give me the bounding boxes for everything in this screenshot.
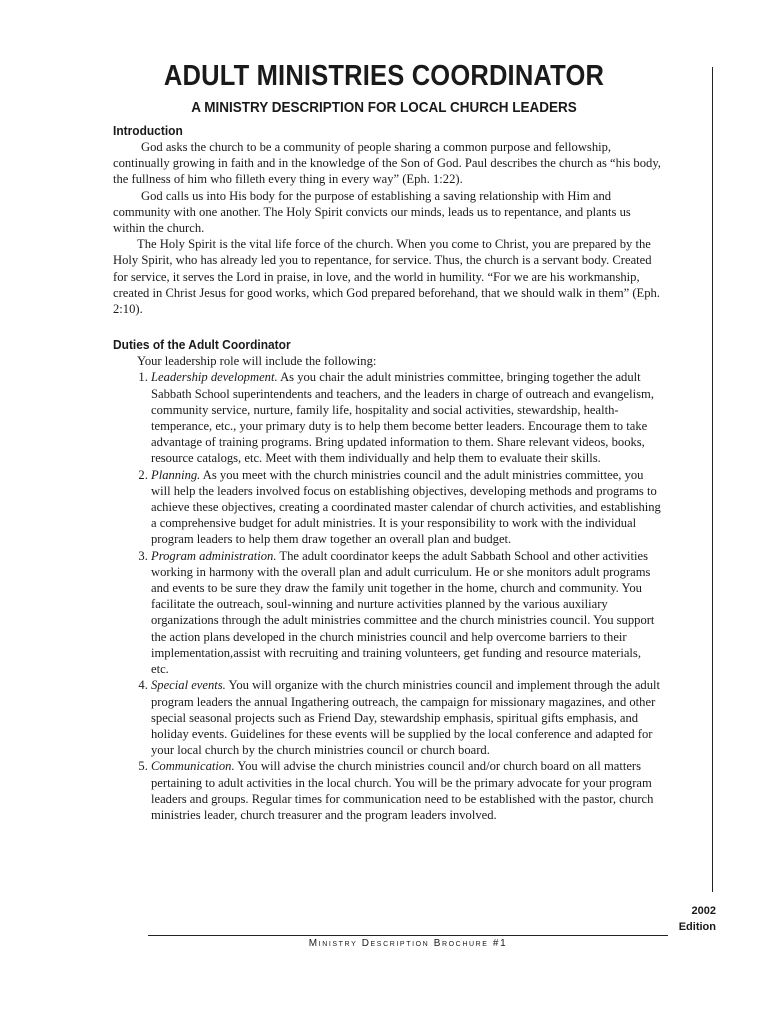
duty-text: You will advise the church ministries council and/or church board on all matters pertaining to adult activities in the local church. You will be the primary advocate for your program leaders and groups. Regular times for communication need to be established with the pastor, church ministries leader, church treasurer and the program leaders involved. [151,759,654,822]
page-subtitle: A MINISTRY DESCRIPTION FOR LOCAL CHURCH LEADERS [191,99,577,116]
duty-title: Leadership development. [151,370,278,385]
intro-paragraph: The Holy Spirit is the vital life force of the church. When you come to Christ, you are prepared by the Holy Spirit, who has already led you to repentance, for service. Thus, the church is a servant body. Created for service, it serves the Lord in praise, in love, and the world in humility. “For we are his workmanship, created in Christ Jesus for good works, which God prepared beforehand, that we should walk in them” (Eph. 2:10). [113,237,660,317]
duties-heading: Duties of the Adult Coordinator [113,337,291,353]
duties-list [113,369,661,823]
intro-paragraph: God calls us into His body for the purpose of establishing a saving relationship with Him and community with one another. The Holy Spirit convicts our minds, leads us to repentance, and plants us within the church. [113,188,631,236]
duty-item [151,758,661,823]
duty-title: Special events. [151,678,226,693]
duty-text: As you meet with the church ministries council and the adult ministries committee, you will help the leaders involved focus on establishing objectives, developing methods and programs to achieve these objectives, creating a coordinated master calendar of church activities, and establishing a comprehensive budget for adult ministries. It is your responsibility to work with the individual program leaders to help them draw together an overall plan and budget. [151,467,661,547]
duty-item [151,677,661,758]
edition-text: Edition [678,921,716,933]
duty-text: The adult coordinator keeps the adult Sabbath School and other activities working in harmony with the overall plan and adult curriculum. He or she monitors adult programs and events to be sure they draw the family unit together in the home, church and community. You facilitate the outreach, soul-winning and nurture activities planned by the various auxiliary organizations through the adult ministries committee and the church ministries council. You support the action plans developed in the church ministries council and help overcome barriers to their implementation,assist with recruiting and training volunteers, get funding and resource materials, etc. [151,548,655,677]
page-title: ADULT MINISTRIES COORDINATOR [163,60,605,92]
edition-label [679,903,716,935]
duty-item [151,467,661,548]
duty-title: Program administration. [151,548,277,563]
introduction-heading: Introduction [113,123,183,138]
duty-title: Planning. [151,467,201,482]
duty-title: Communication. [151,759,235,774]
vertical-rule [712,67,713,892]
intro-paragraph: God asks the church to be a community of people sharing a common purpose and fellowship, continually growing in faith and in the knowledge of the Son of God. Paul describes the church as “his body, the fullness of him who filleth every thing in every way” (Eph. 1:22). [113,140,661,187]
duty-text: You will organize with the church ministries council and implement through the adult program leaders the annual Ingathering outreach, the campaign for missionary magazines, and other special seasonal projects such as Friend Day, stewardship emphasis, spiritual gifts emphasis, and holiday events. Guidelines for these events will be supplied by the local conference and adapted for your local church by the church ministries council or church board. [151,678,661,758]
footer-text: Ministry Description Brochure #1 [308,938,508,949]
duty-item [151,548,661,678]
duty-item [151,369,661,466]
duties-lead: Your leadership role will include the following: [137,354,377,369]
footer-rule [148,935,668,936]
duty-text: As you chair the adult ministries committee, bringing together the adult Sabbath School superintendents and teachers, and the leaders in charge of outreach and evangelism, community service, nurture, family life, hospitality and social activities, stewardship, health-temperance, etc., your primary duty is to help them become better leaders. Encourage them to take advantage of training programs. Bring updated information to them. Share relevant videos, books, resource catalogs, etc. Meet with them individually and help them to evaluate their skills. [151,370,654,466]
document-body [113,122,661,823]
edition-year: 2002 [691,905,716,917]
